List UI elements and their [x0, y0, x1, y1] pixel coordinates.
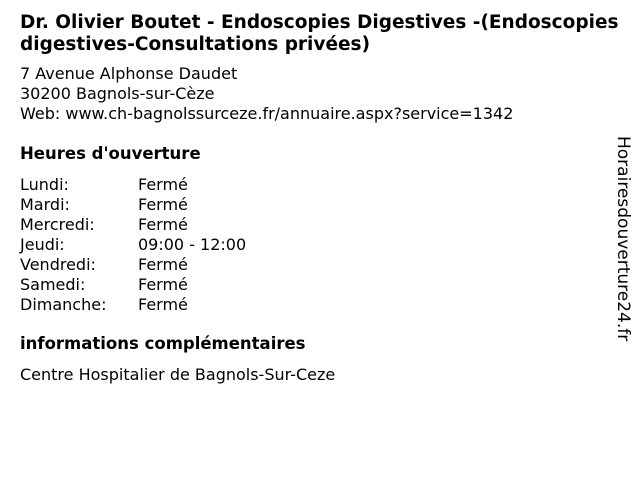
day-hours: Fermé [138, 275, 188, 294]
additional-info-heading: informations complémentaires [20, 334, 306, 353]
hours-row-sunday [20, 295, 246, 315]
address-block [20, 64, 513, 124]
website-line: Web: www.ch-bagnolssurceze.fr/annuaire.aspx?service=1342 [20, 104, 514, 123]
city-address: 30200 Bagnols-sur-Cèze [20, 84, 215, 103]
day-label: Jeudi: [20, 235, 65, 254]
hours-row-thursday [20, 235, 246, 255]
day-label: Mardi: [20, 195, 70, 214]
street-address: 7 Avenue Alphonse Daudet [20, 64, 238, 83]
hours-row-saturday [20, 275, 246, 295]
day-hours: Fermé [138, 255, 188, 274]
day-hours: Fermé [138, 215, 188, 234]
day-label: Samedi: [20, 275, 86, 294]
hours-row-tuesday [20, 195, 246, 215]
hours-row-friday [20, 255, 246, 275]
hours-row-wednesday [20, 215, 246, 235]
hours-row-monday [20, 175, 246, 195]
day-hours: Fermé [138, 295, 188, 314]
day-hours: Fermé [138, 175, 188, 194]
day-label: Lundi: [20, 175, 69, 194]
additional-info-text: Centre Hospitalier de Bagnols-Sur-Ceze [20, 365, 336, 384]
opening-hours-list [20, 175, 246, 315]
day-label: Mercredi: [20, 215, 95, 234]
day-label: Dimanche: [20, 295, 107, 314]
site-credit: Horairesdouverture24.fr [613, 136, 633, 342]
day-label: Vendredi: [20, 255, 96, 274]
page-title: Dr. Olivier Boutet - Endoscopies Digestives -(Endoscopies digestives-Consultations privées) [20, 12, 619, 55]
day-hours: 09:00 - 12:00 [138, 235, 247, 254]
day-hours: Fermé [138, 195, 188, 214]
opening-hours-heading: Heures d'ouverture [20, 144, 201, 163]
